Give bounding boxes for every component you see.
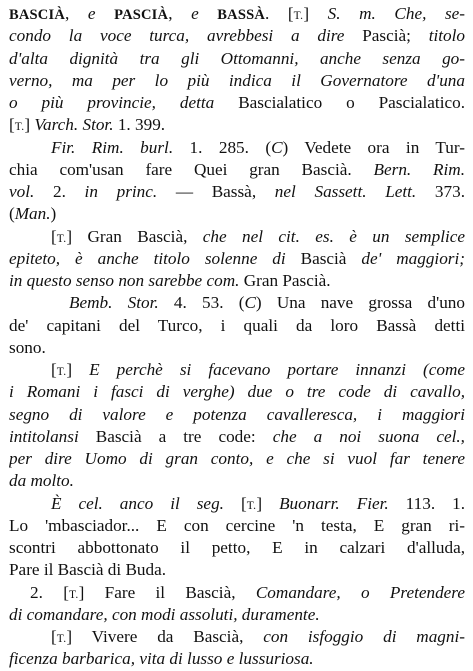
tommaseo-mark: T. [56, 633, 67, 645]
entry-line-6: [T.] Varch. Stor. 1. 399. [9, 115, 166, 135]
entry-line-15: de' capitani del Turco, i quali da loro Bassà detti [9, 315, 465, 335]
entry-line-10: (Man.) [9, 204, 57, 224]
entry-line-4: verno, ma per lo più indica il Governatore d'una [9, 70, 465, 90]
entry-line-26: Pare il Bascià di Buda. [9, 560, 167, 580]
tommaseo-mark: T. [56, 232, 67, 245]
headword-variant: BASSÀ [217, 7, 266, 23]
entry-line-29: [T.] Vivere da Bascià, con isfoggio di magni- [51, 627, 465, 646]
tommaseo-mark: T. [246, 499, 257, 512]
entry-line-3: d'alta dignità tra gli Ottomanni, anche senza go- [9, 48, 465, 68]
tommaseo-mark: T. [293, 10, 304, 22]
entry-line-16: sono. [9, 337, 46, 357]
entry-line-2: condo la voce turca, avrebbesi a dire Pascià; titolo [9, 26, 465, 46]
citation-source: Fir. Rim. burl. [51, 137, 174, 157]
sense-number: 2. [ [30, 582, 69, 602]
headword-variant: PASCIÀ [114, 7, 169, 23]
entry-line-21: per dire Uomo di gran conto, e che si vuol far tenere [9, 449, 465, 468]
tommaseo-mark: T. [68, 588, 79, 601]
entry-line-18: i Romani i fasci di verghe) due o tre code di cavallo, [9, 382, 465, 402]
dictionary-entry-basciа [9, 3, 465, 671]
headword: BASCIÀ [9, 7, 65, 23]
tommaseo-mark: T. [56, 366, 67, 378]
grammar-label: S. m. [327, 4, 376, 23]
entry-line-13: in questo senso non sarebbe com. Gran Pascià. [9, 271, 331, 290]
entry-line-25: scontri abbottonato il petto, E in calzari d'alluda, [9, 538, 465, 557]
entry-line-28: di comandare, con modi assoluti, duramente. [9, 604, 320, 624]
entry-line-1: BASCIÀ, e PASCIÀ, e BASSÀ. [T.] S. m. Che, se- [9, 4, 465, 23]
tommaseo-mark: T. [14, 121, 25, 134]
entry-line-19: segno di valore e potenza cavalleresca, i maggiori [9, 404, 465, 424]
entry-line-8: chia com'usan fare Quei gran Bascià. Bern. Rim. [9, 159, 465, 179]
citation-source: nel Sassett. Lett. [274, 182, 417, 201]
citation-source: Buonarr. Fier. [279, 493, 389, 513]
entry-line-9: vol. 2. in princ. — Bassà, nel Sassett. Lett. 373. [9, 182, 465, 201]
entry-line-22: da molto. [9, 471, 74, 491]
entry-line-23: È cel. anco il seg. [T.] Buonarr. Fier. 113. 1. [51, 493, 465, 513]
entry-line-11: [T.] Gran Bascià, che nel cit. es. è un semplice [51, 226, 465, 246]
entry-line-17: [T.] E perchè si facevano portare innanzi (come [51, 360, 465, 379]
citation-source: Bemb. Stor. [69, 293, 159, 313]
entry-line-7: Fir. Rim. burl. 1. 285. (C) Vedete ora in Tur- [51, 137, 465, 157]
entry-line-5: o più provincie, detta Bascialatico o Pascialatico. [9, 93, 465, 112]
entry-line-27: 2. [T.] Fare il Bascià, Comandare, o Pretendere [30, 582, 465, 602]
entry-line-24: Lo 'mbasciador... E con cercine 'n testa, E gran ri- [9, 515, 465, 535]
entry-line-30: ficenza barbarica, vita di lusso e lussuriosa. [9, 649, 314, 669]
entry-line-14: Bemb. Stor. 4. 53. (C) Una nave grossa d'uno [69, 293, 465, 313]
citation-source: Bern. Rim. [373, 159, 465, 179]
entry-line-12: epiteto, è anche titolo solenne di Bascià de' maggiori; [9, 248, 465, 268]
entry-line-20: intitolansi Bascià a tre code: che a noi suona cel., [9, 426, 465, 446]
citation-source: Varch. Stor. [34, 115, 114, 135]
